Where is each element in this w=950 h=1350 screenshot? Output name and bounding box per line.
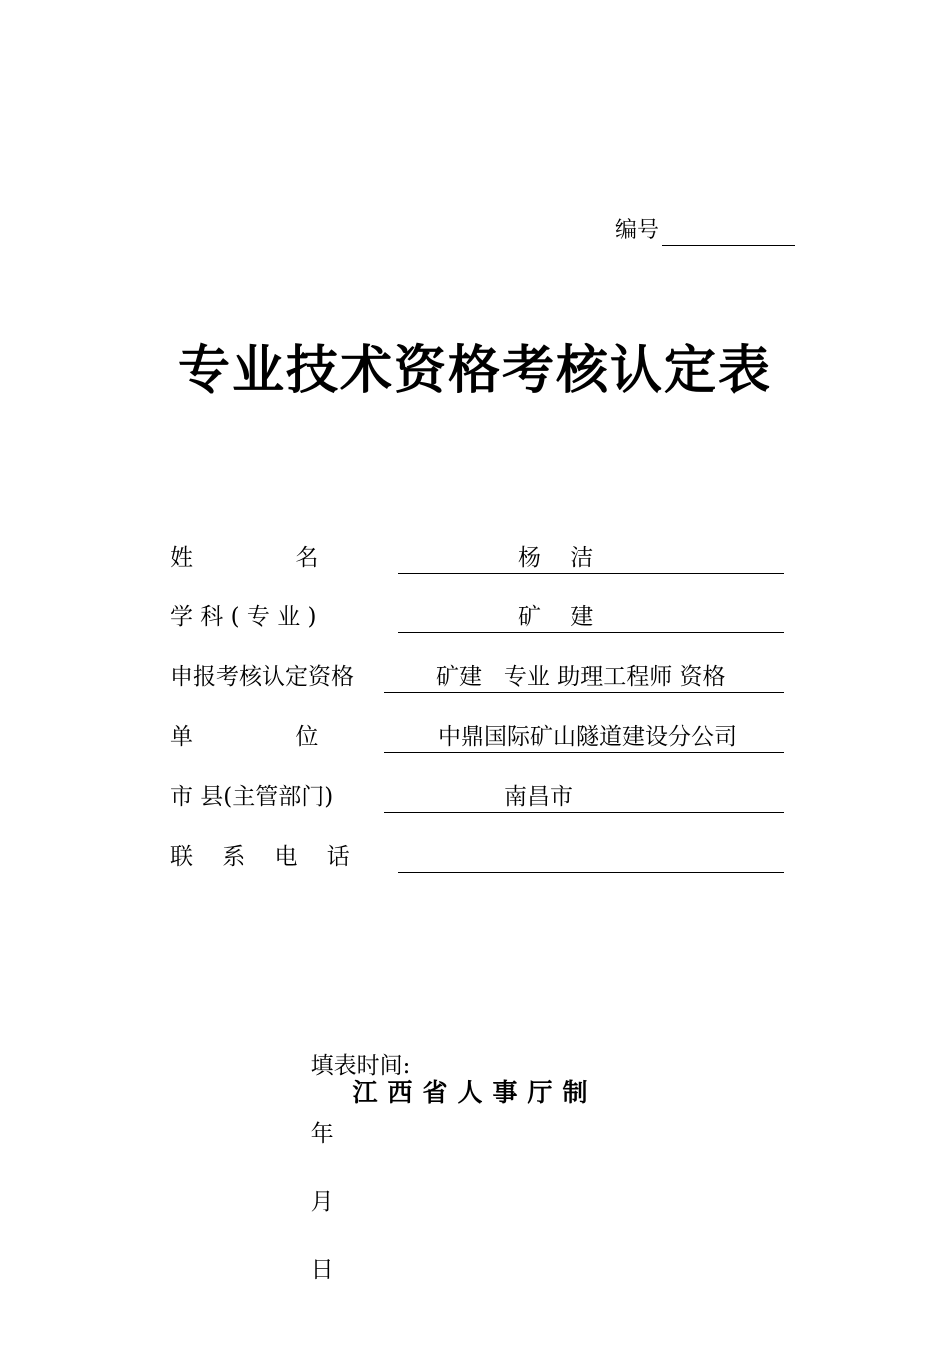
unit-field[interactable] [384,720,784,753]
city-label: 市 县(主管部门) [170,784,334,810]
name-value: 杨 洁 [518,545,594,571]
serial-number [615,216,795,246]
qualification-field[interactable] [384,660,784,693]
form-row-name [170,541,784,575]
name-field[interactable] [398,541,784,574]
fill-date-month: 月 [310,1189,334,1215]
phone-label: 联 系 电 话 [170,844,350,870]
serial-number-label: 编号 [615,218,660,243]
subject-field[interactable] [398,600,784,633]
qualification-value: 矿建 专业 助理工程师 资格 [436,664,726,690]
form-row-city [170,780,784,814]
form-row-qualification [170,660,784,694]
serial-number-field[interactable] [662,219,795,246]
fill-date [296,1015,410,1287]
subject-value: 矿 建 [518,604,594,630]
city-value: 南昌市 [504,784,573,810]
document-title: 专业技术资格考核认定表 [177,341,772,401]
phone-field[interactable] [398,840,784,873]
subject-label: 学 科 ( 专 业 ) [170,604,317,630]
fill-date-year: 年 [310,1121,334,1147]
city-field[interactable] [384,780,784,813]
name-label: 姓 名 [170,545,319,571]
fill-date-day: 日 [310,1257,334,1283]
issuer-label: 江西省人事厅制 [352,1078,598,1107]
fill-date-label: 填表时间: [310,1053,411,1079]
form-row-subject [170,600,784,634]
form-row-unit [170,720,784,754]
unit-value: 中鼎国际矿山隧道建设分公司 [438,724,737,750]
qualification-label: 申报考核认定资格 [170,664,354,690]
unit-label: 单 位 [170,724,319,750]
form-row-phone [170,840,784,874]
